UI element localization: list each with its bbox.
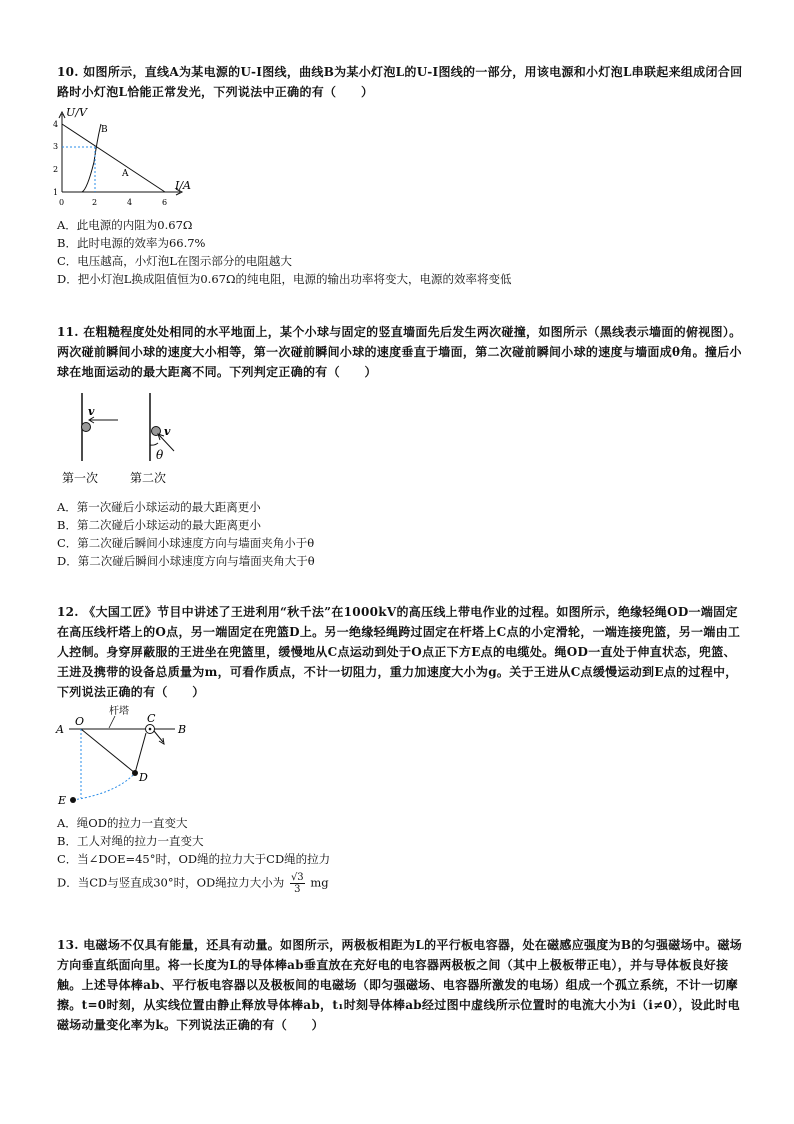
line-a bbox=[62, 124, 165, 192]
question-11-stem: 11. 在粗糙程度处处相同的水平地面上，某个小球与固定的竖直墙面先后发生两次碰撞，如图所示（黑线表示墙面的俯视图）。两次碰前瞬间小球的速度大小相等，第一次碰前瞬间小球的速度垂直于墙面，第二次碰前瞬间小球的速度与墙面成θ角。撞后小球在地面运动的最大距离不同。下列判定正确的有（ ） bbox=[57, 325, 742, 379]
q10-option-a: A．此电源的内阻为0.67Ω bbox=[57, 218, 193, 232]
question-13 bbox=[57, 935, 747, 1035]
xtick-0: 0 bbox=[59, 198, 65, 207]
ytick-2: 2 bbox=[53, 165, 59, 174]
q12-option-d-suffix: mg bbox=[310, 875, 329, 890]
q12-option-d bbox=[57, 872, 747, 895]
ytick-4: 4 bbox=[53, 120, 59, 129]
question-10 bbox=[57, 62, 747, 102]
q12-option-a: A．绳OD的拉力一直变大 bbox=[57, 816, 188, 830]
fraction-numerator: √3 bbox=[290, 872, 304, 883]
q10-ui-graph bbox=[52, 108, 202, 213]
q11-option-b: B．第二次碰后小球运动的最大距离更小 bbox=[57, 518, 261, 532]
xtick-4: 4 bbox=[127, 198, 133, 207]
q10-option-c: C．电压越高，小灯泡L在图示部分的电阻越大 bbox=[57, 254, 292, 268]
question-11 bbox=[57, 322, 747, 382]
caption-first: 第一次 bbox=[62, 471, 99, 485]
question-12-stem: 12. 《大国工匠》节目中讲述了王进利用“秋千法”在1000kV的高压线上带电作业的过程。如图所示，绝缘轻绳OD一端固定在高压线杆塔上的O点，另一端固定在兜篮D上。另一绝缘轻绳跨过固定在杆塔上C点的小定滑轮，一端连接兜篮，另一端由工人控制。身穿屏蔽服的王进坐在兜篮里，缓慢地从C点运动到处于O点正下方E点的电缆处。绳OD一直处于伸直状态，兜篮、王进及携带的设备总质量为m，可看作质点，不计一切阻力，重力加速度大小为g。关于王进从C点缓慢运动到E点的过程中，下列说法正确的有（ ） bbox=[57, 605, 741, 699]
point-a-label: A bbox=[56, 723, 64, 736]
question-13-stem: 13. 电磁场不仅具有能量，还具有动量。如图所示，两极板相距为L的平行板电容器，处在磁感应强度为B的匀强磁场中。磁场方向垂直纸面向里。将一长度为L的导体棒ab垂直放在充好电的电容器两极板之间（其中上极板带正电），并与导体板良好接触。上述导体棒ab、平行板电容器以及极板间的电磁场（即匀强磁场、电容器所激发的电场）组成一个孤立系统，不计一切摩擦。t=0时刻，从实线位置由静止释放导体棒ab，t₁时刻导体棒ab经过图中虚线所示位置时的电流大小为i（i≠0），设此时电磁场动量变化率为k。下列说法正确的有（ ） bbox=[57, 938, 743, 1032]
graph-xlabel: I/A bbox=[175, 179, 191, 192]
point-c-label: C bbox=[147, 712, 156, 725]
fraction-denominator: 3 bbox=[294, 884, 301, 895]
v-label-2: v bbox=[164, 425, 171, 438]
ytick-3: 3 bbox=[53, 142, 59, 151]
q10-option-d: D．把小灯泡L换成阻值恒为0.67Ω的纯电阻，电源的输出功率将变大，电源的效率将变低 bbox=[57, 272, 512, 286]
point-d-label: D bbox=[139, 771, 148, 784]
question-12 bbox=[57, 602, 747, 702]
caption-second: 第二次 bbox=[130, 471, 167, 485]
xtick-2: 2 bbox=[92, 198, 98, 207]
label-b: B bbox=[101, 125, 108, 135]
q10-option-b: B．此时电源的效率为66.7% bbox=[57, 236, 206, 250]
q11-option-a: A．第一次碰后小球运动的最大距离更小 bbox=[57, 500, 261, 514]
q12-option-b: B．工人对绳的拉力一直变大 bbox=[57, 834, 204, 848]
ytick-1: 1 bbox=[53, 188, 59, 197]
q11-option-d: D．第二次碰后瞬间小球速度方向与墙面夹角大于θ bbox=[57, 554, 315, 568]
point-e-label: E bbox=[58, 794, 67, 807]
question-10-options bbox=[57, 216, 747, 288]
point-d bbox=[132, 770, 138, 776]
theta-label: θ bbox=[156, 448, 164, 462]
point-e bbox=[70, 797, 76, 803]
v-label-1: v bbox=[88, 405, 95, 418]
question-12-options bbox=[57, 814, 747, 895]
label-a: A bbox=[122, 169, 129, 179]
curve-b bbox=[82, 124, 101, 192]
ball-1 bbox=[82, 423, 91, 432]
q12-tower-figure bbox=[55, 703, 205, 808]
question-10-stem: 10. 如图所示，直线A为某电源的U-I图线，曲线B为某小灯泡L的U-I图线的一部分，用该电源和小灯泡L串联起来组成闭合回路时小灯泡L恰能正常发光，下列说法中正确的有（ ） bbox=[57, 65, 743, 99]
point-o-label: O bbox=[75, 715, 85, 728]
tower-label: 杆塔 bbox=[109, 706, 129, 717]
q11-option-c: C．第二次碰后瞬间小球速度方向与墙面夹角小于θ bbox=[57, 536, 315, 550]
question-11-options bbox=[57, 498, 747, 570]
q12-option-d-prefix: D．当CD与竖直成30°时，OD绳拉力大小为 bbox=[57, 875, 285, 890]
q12-option-c: C．当∠DOE=45°时，OD绳的拉力大于CD绳的拉力 bbox=[57, 852, 331, 866]
xtick-6: 6 bbox=[162, 198, 168, 207]
fraction-sqrt3-over-3 bbox=[290, 872, 305, 895]
point-b-label: B bbox=[178, 723, 187, 736]
q11-collision-figure bbox=[60, 393, 210, 488]
graph-ylabel: U/V bbox=[66, 106, 87, 119]
